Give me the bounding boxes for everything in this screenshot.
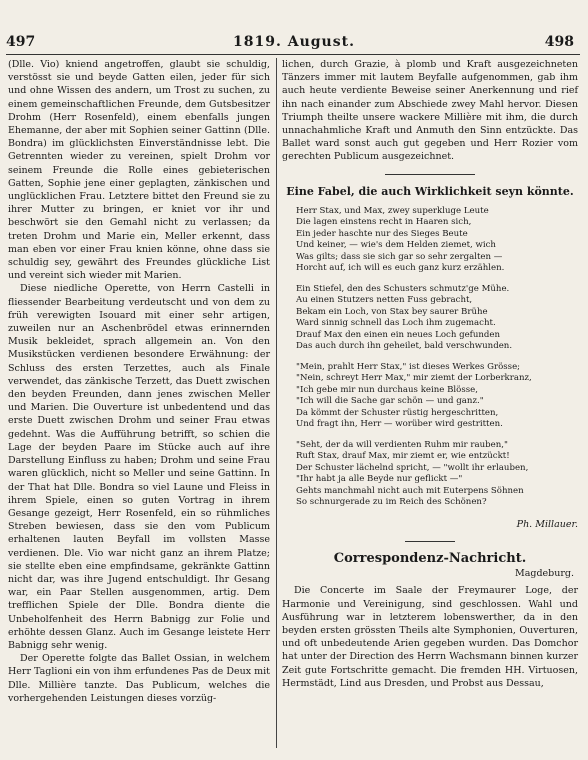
poem-line: Herr Stax, und Max, zwey superkluge Leute	[296, 205, 489, 216]
poem-line: Und keiner, — wie's dem Helden ziemet, wich	[296, 240, 496, 251]
poem-line: Da kömmt der Schuster rüstig hergeschritten,	[296, 407, 499, 418]
poem-line: Gehts manchmahl nicht auch mit Euterpens Söhnen	[296, 485, 524, 496]
poem-line: "Ich gebe mir nun durchaus keine Blösse,	[296, 384, 478, 395]
poem-stanza	[296, 206, 578, 275]
paragraph-operetta-review: Diese niedliche Operette, von Herrn Castelli in fliessender Bearbeitung verdeutscht und von dem zu früh verewigten Isouard mit einer sehr artigen, zuweilen nur an Aschenbrödel etwas erinnernden Musik bekleidet, sprach allgemein an. Von den Musikstücken verdienen besondere Erwähnung: der Schluss des ersten Terzettes, auch als Finale verwendet, das zänkische Terzett, das Duett zwischen den beyden Freunden, dann jenes zwischen Meller und Marien. Die Ouverture ist unbedentend und das erste Duett zwischen Drohm und seiner Frau etwas gedehnt. Was die Aufführung betrifft, so schien die Lage der beyden Paare im Stücke auch auf ihre Darstellung Einfluss zu haben; Drohm und seine Frau waren glücklich, nicht so Meller und seine Gattinn. In der That hat Dlle. Bondra so viel Laune und Fleiss in ihrem Spiele, einen so guten Vortrag in ihrem Gesange gezeigt, Herr Rosenfeld, ein so rühmliches Streben bewiesen, dass sie den vom Publicum erhaltenen lauten Beyfall im vollsten Masse verdienen. Dle. Vio war nicht ganz an ihrem Platze; sie stellte eben eine empfindsame, gekränkte Gattinn nicht dar, was ihre Jugend entschuldigt. Ihr Gesang war, ein Paar Stellen ausgenommen, artig. Dem trefflichen Spiele der Dlle. Bondra diente die Unbeholfenheit des Herrn Babnigg zur Folie und erhöhte dessen Glanz. Auch im Gesange leistete Herr Babnigg sehr wenig.	[8, 283, 270, 651]
poem-stanza	[296, 440, 578, 509]
poem-line: Der Schuster lächelnd spricht, — "wollt ihr erlauben,	[296, 462, 529, 473]
correspondence-title: Correspondenz-Nachricht.	[333, 551, 527, 567]
page-number-left: 497	[6, 34, 36, 50]
poem-line: "Seht, der da will verdienten Ruhm mir rauben,"	[296, 439, 508, 450]
poem-line: Die lagen einstens recht in Haaren sich,	[296, 217, 472, 228]
paragraph-ballet-ossian: Der Operette folgte das Ballet Ossian, in welchem Herr Taglioni ein von ihm erfundenes Pas de Deux mit Dlle. Millière tanzte. Das Publicum, welches die vorhergehenden Leistungen dieses vorzüg-	[8, 653, 270, 704]
column-divider	[276, 58, 277, 748]
page-header-date: 1819. August.	[233, 34, 355, 50]
fable-poem	[296, 206, 578, 509]
section-divider	[385, 174, 475, 175]
right-column	[282, 58, 578, 690]
poem-line: Und fragt ihn, Herr — worüber wird gestritten.	[296, 419, 503, 430]
poem-line: Ein jeder haschte nur des Sieges Beute	[296, 228, 468, 239]
poem-line: Das auch durch ihn geheilet, bald verschwunden.	[296, 341, 513, 352]
poem-stanza	[296, 284, 578, 353]
paragraph-operetta-plot: (Dlle. Vio) kniend angetroffen, glaubt sie schuldig, verstösst sie und beyde Gatten eilen, jeder für sich und ohne Wissen des andern, um Trost zu suchen, zu einem gemeinschaftlichen Freunde, dem Gutsbesitzer Drohm (Herr Rosenfeld), einem ebenfalls jungen Ehemanne, der aber mit Sophien seiner Gattinn (Dlle. Bondra) im glücklichsten Einverständnisse lebt. Die Getrennten wieder zu vereinen, spielt Drohm vor seinem Freunde die Rolle eines gebieterischen Gatten, Sophie jene einer geplagten, zänkischen und unglücklichen Frau. Letztere bittet den Freund sie zu ihrer Mutter zu bringen, er kniet vor ihr und beschwört sie den Gemahl nicht zu verlassen; da treten Drohm und Marie ein, Meller erkennt, dass man eben vor einer Frau knien könne, ohne dass sie schuldig sey, gewährt des Freundes glückliche List und vereint sich wieder mit Marien.	[8, 59, 270, 282]
poem-line: Ein Stiefel, den des Schusters schmutz'ge Mühe.	[296, 283, 510, 294]
page-number-right: 498	[544, 34, 574, 50]
poem-stanza	[296, 362, 578, 431]
fable-author: Ph. Millauer.	[516, 518, 578, 530]
poem-line: So schnurgerade zu im Reich des Schönen?	[296, 497, 487, 508]
poem-line: "Mein, prahlt Herr Stax," ist dieses Werkes Grösse;	[296, 361, 521, 372]
poem-line: "Ich will die Sache gar schön — und ganz."	[296, 396, 484, 407]
poem-line: "Ihr habt ja alle Beyde nur geflickt —"	[296, 474, 463, 485]
left-column	[8, 58, 270, 705]
poem-line: Ruft Stax, drauf Max, mir ziemt er, wie entzückt!	[296, 451, 510, 462]
paragraph-ballet-continued: lichen, durch Grazie, à plomb und Kraft ausgezeichneten Tänzers immer mit lautem Beyfalle aufgenommen, gab ihm auch heute verdiente Beweise seiner Anerkennung und rief ihn nach einander zum Abschiede zwey Mahl hervor. Diesen Triumph theilte unsere wackere Millière mit ihm, die durch unnachahmliche Kraft und Anmuth den Sinn entzückte. Das Ballet ward sonst auch gut gegeben und Herr Rozier vom gerechten Publicum ausgezeichnet.	[282, 59, 578, 163]
header-rule	[6, 54, 580, 55]
paragraph-correspondence: Die Concerte im Saale der Freymaurer Loge, der Harmonie und Vereinigung, sind geschlossen. Wahl und Ausführung war in letzterem lobenswerther, da in den beyden ersten grössten Theils alte Symphonien, Ouverturen, und oft unbedeutende Arien gegeben wurden. Das Domchor hat unter der Direction des Herrn Wachsmann binnen kurzer Zeit gute Fortschritte gemacht. Die fremden HH. Virtuosen, Hermstädt, Lind aus Dresden, und Probst aus Dessau,	[282, 585, 578, 689]
poem-line: Horcht auf, ich will es euch ganz kurz erzählen.	[296, 263, 505, 274]
poem-line: "Nein, schreyt Herr Max," mir ziemt der Lorberkranz,	[296, 373, 532, 384]
poem-line: Au einen Stutzers netten Fuss gebracht,	[296, 295, 473, 306]
poem-line: Bekam ein Loch, von Stax bey saurer Brühe	[296, 306, 488, 317]
fable-title: Eine Fabel, die auch Wirklichkeit seyn könnte.	[286, 184, 574, 198]
section-divider	[405, 541, 455, 542]
poem-line: Was gilts; dass sie sich gar so sehr zergalten —	[296, 251, 503, 262]
dateline-place: Magdeburg.	[514, 568, 574, 580]
poem-line: Ward sinnig schnell das Loch ihm zugemacht.	[296, 318, 496, 329]
poem-line: Drauf Max den einen ein neues Loch gefunden	[296, 329, 501, 340]
